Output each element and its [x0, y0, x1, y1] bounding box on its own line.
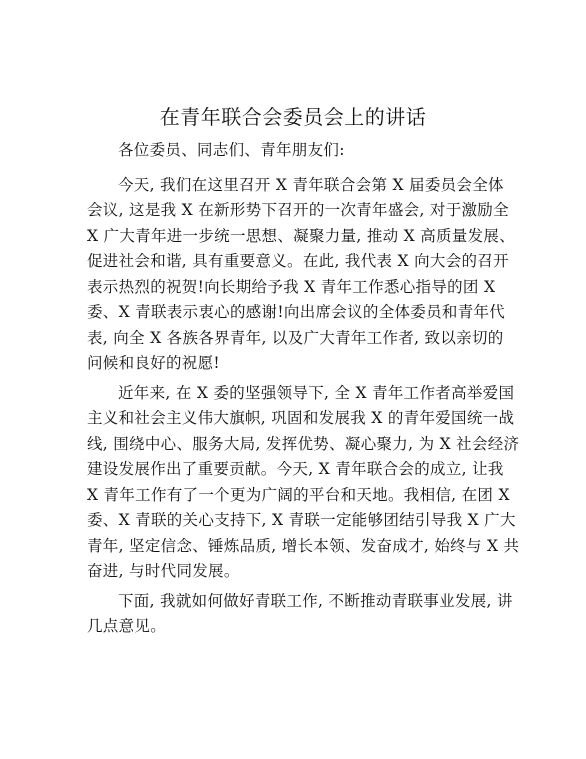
paragraph-line: 几点意见。: [87, 617, 167, 635]
document-body: [87, 138, 520, 644]
paragraph-opening: [87, 173, 516, 377]
paragraph-line: X 广大青年进一步统一思想、凝聚力量, 推动 X 高质量发展、: [87, 226, 516, 245]
greeting: 各位委员、同志们、青年朋友们:: [118, 141, 345, 159]
paragraph-line: 今天, 我们在这里召开 X 青年联合会第 X 届委员会全体: [118, 175, 504, 194]
paragraph-closing: [87, 589, 513, 640]
paragraph-line: 表, 向全 X 各族各界青年, 以及广大青年工作者, 致以亲切的: [87, 328, 504, 347]
paragraph-line: 促进社会和谐, 具有重要意义。在此, 我代表 X 向大会的召开: [87, 252, 509, 270]
paragraph-line: 委、X 青联的关心支持下, X 青联一定能够团结引导我 X 广大: [87, 511, 516, 529]
paragraph-review: [87, 381, 520, 585]
paragraph-line: 主义和社会主义伟大旗帜, 巩固和发展我 X 的青年爱国统一战: [87, 409, 515, 427]
paragraph-line: 青年, 坚定信念、锤炼品质, 增长本领、发奋成才, 始终与 X 共: [87, 536, 520, 555]
paragraph-line: 建设发展作出了重要贡献。今天, X 青年联合会的成立, 让我: [87, 460, 504, 478]
paragraph-line: 近年来, 在 X 委的坚强领导下, 全 X 青年工作者高举爱国: [118, 383, 515, 402]
document-title: 在青年联合会委员会上的讲话: [159, 105, 427, 129]
paragraph-line: 奋进, 与时代同发展。: [87, 562, 240, 580]
paragraph-line: X 青年工作有了一个更为广阔的平台和天地。我相信, 在团 X: [87, 485, 510, 504]
paragraph-line: 委、X 青联表示衷心的感谢!向出席会议的全体委员和青年代: [87, 303, 506, 321]
paragraph-line: 下面, 我就如何做好青联工作, 不断推动青联事业发展, 讲: [118, 591, 513, 610]
paragraph-line: 表示热烈的祝贺!向长期给予我 X 青年工作悉心指导的团 X: [87, 277, 496, 296]
paragraph-line: 线, 围绕中心、服务大局, 发挥优势、凝心聚力, 为 X 社会经济: [87, 434, 520, 453]
paragraph-line: 会议, 这是我 X 在新形势下召开的一次青年盛会, 对于激励全: [87, 201, 509, 219]
paragraph-line: 问候和良好的祝愿!: [87, 354, 220, 372]
